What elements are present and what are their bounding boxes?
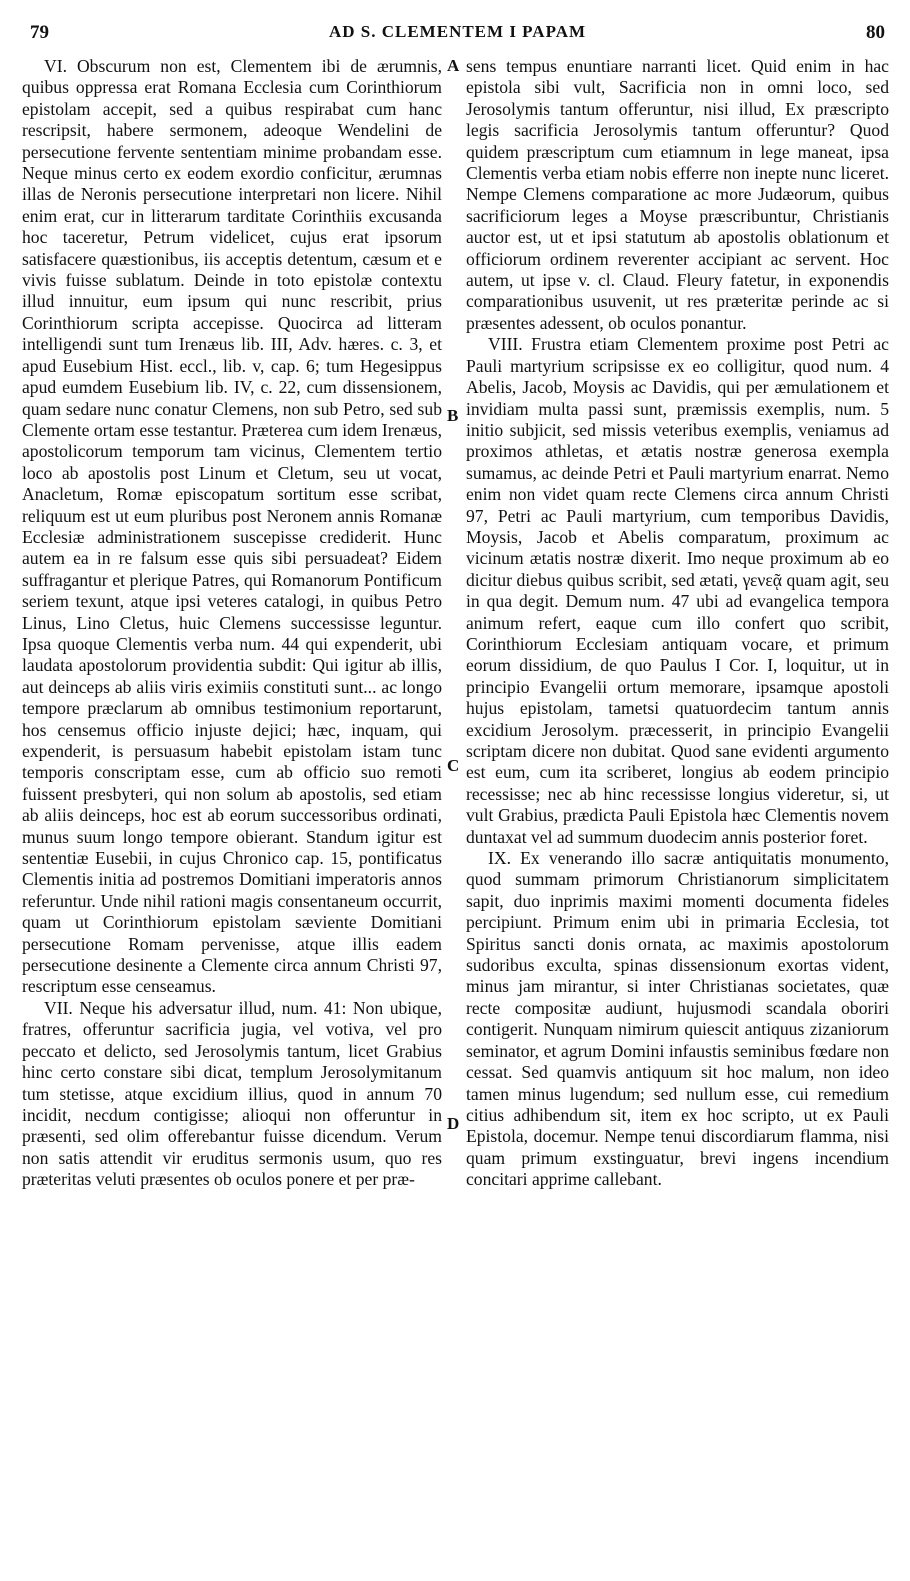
section-vi: VI. Obscurum non est, Clementem ibi de ærumnis, quibus oppressa erat Romana Ecclesia cum Corinthiorum epistolam accepit, sed a quibus respirabat cum hanc rescripsit, habere sermonem, adeoque Wendelini de persecutione fervente sententiam minime probandam esse. Neque minus certo ex eodem exordio conficitur, ærumnas illas de Neronis persecutione interpretari non licere. Nihil enim erat, cur in litterarum tarditate Corinthiis excusanda hoc taceretur, Petrum videlicet, cujus erat ipsorum satisfacere quæstionibus, iis acceptis detentum, cæsum et e vivis fuisse sublatum. Deinde in toto epistolæ contextu illud innuitur, eum ipsum qui nunc rescribit, prius Corinthiorum scripta accepisse. Quocirca ad litteram intelligendi sunt tum Irenæus lib. III, Adv. hæres. c. 3, et apud Eusebium Hist. eccl., lib. v, cap. 6; tum Hegesippus apud eumdem Eusebium lib. IV, c. 22, cum dissensionem, quam sedare nunc conatur Clemens, non sub Petro, sed sub Clemente ortam esse testantur. Præterea cum idem Irenæus, apostolicorum temporum tam vicinus, Clementem tertio loco ab apostolis post Linum et Cletum, seu ut vocat, Anacletum, Romæ episcopatum sortitum esse scribat, reliquum est ut eum pluribus post Neronem annis Romanæ Ecclesiæ administrationem suscepisse crediderit. Hunc autem ea in re falsum esse quis sibi persuadeat? Eidem suffragantur et plerique Patres, qui Romanorum Pontificum seriem texunt, atque ipsi veteres catalogi, in quibus Petro Linus, Lino Cletus, huic Clemens successisse leguntur. Ipsa quoque Clementis verba num. 44 qui expenderit, ubi laudata apostolorum providentia subdit: Qui igitur ab illis, aut deinceps ab aliis viris eximiis constituti sunt... ac longo tempore præclarum ab omnibus testimonium reportarunt, hos censemus officio injuste dejici; hæc, inquam, qui expenderit, is persuasum habebit epistolam istam tunc temporis conscriptam esse, cum ab officio suo remoti fuissent presbyteri, qui non solum ab apostolis, sed etiam ab aliis deinceps, hoc est ab eorum successoribus ordinati, munus suum longo tempore obierant. Standum igitur est sententiæ Eusebii, in cujus Chronico cap. 15, pontificatus Clementis initia ad postremos Domitiani imperatoris annos referuntur. Unde nihil rationi magis consentaneum occurrit, quam ut Corinthiorum epistolam sæviente Domitiani persecutione Romam pervenisse, atque illis eadem persecutione desinente a Clemente circa annum Christi 97, rescriptum esse censeamus. [22,56,442,997]
margin-letter-b: B [447,406,459,425]
page-header [30,22,885,46]
section-ix: IX. Ex venerando illo sacræ antiquitatis monumento, quod summam primorum Christianorum simplicitatem sapit, duo inprimis maximi momenti documenta fideles percipiunt. Primum enim ubi in primaria Ecclesia, tot Spiritus sancti donis ornata, ac maximis apostolorum sudoribus exculta, spinas dissensionum exortas vident, minus jam mirantur, si inter Christianas societates, quæ recte compositæ audiunt, hujusmodi scandala oboriri contigerit. Nunquam nimirum quiescit antiquus zizaniorum seminator, et agrum Domini infaustis seminibus fœdare non cessat. Sed quamvis antiquum sit hoc malum, non ideo tamen minus lugendum; sed nullum esse, cui remedium citius adhibendum sit, item ex hoc scripto, ut ex Pauli Epistola, docemur. Nempe tenui discordiarum flamma, nisi quam primum exstinguatur, brevi ingens incendium concitari apprime callebant. [466,848,889,1190]
page-number-left: 79 [30,22,49,43]
section-vii-continued: sens tempus enuntiare narranti licet. Quid enim in hac epistola sibi vult, Sacrificia non in omni loco, sed Jerosolymis tantum offeruntur, nisi illud, Ex præscripto legis sacrificia Jerosolymis tantum offeruntur? Quod quidem præscriptum cum etiamnum in lege maneat, ipsa Clementis verba etiam nobis efferre non inepte nunc liceret. Nempe Clemens comparatione ac more Judæorum, quibus sacrificiorum leges a Moyse præscribuntur, Christianis auctor est, ut et ipsi statutum ab apostolis oblationum et officiorum ordinem reverenter accipiant ac servent. Hoc autem, ut ipse v. cl. Claud. Fleury fatetur, in exponendis comparationibus usuvenit, ut res præteritæ perinde ac si præsentes adessent, ob oculos ponantur. [466,56,889,333]
page-number-right: 80 [866,22,885,43]
section-vii: VII. Neque his adversatur illud, num. 41: Non ubique, fratres, offeruntur sacrificia jugia, vel votiva, vel pro peccato et delicto, sed Jerosolymis tantum, licet Grabius hinc certo constare sibi dicat, templum Jerosolymitanum tum stetisse, atque excidium illius, quod in annum 70 incidit, necdum contigisse; alioqui non offeruntur in præsenti, sed olim offerebantur fuisse dicendum. Verum non satis attendit vir eruditus sermonis usum, quo res præteritas veluti præsentes ob oculos ponere et per præ- [22,997,442,1190]
right-column [466,56,889,1191]
running-title: AD S. CLEMENTEM I PAPAM [328,22,587,41]
margin-letter-c: C [447,756,460,775]
left-column [22,56,442,1191]
margin-letter-d: D [447,1114,460,1133]
margin-letter-a: A [447,56,460,75]
section-viii: VIII. Frustra etiam Clementem proxime post Petri ac Pauli martyrium scripsisse ex eo colligitur, quod num. 4 Abelis, Jacob, Moysis ac Davidis, qui per æmulationem et invidiam multa passi sunt, præmissis exemplis, num. 5 initio subjicit, sed missis veteribus exemplis, veniamus ad proximos athletas, et ætatis nostræ generosa exempla sumamus, ac deinde Petri et Pauli martyrium enarrat. Nemo enim non videt quam recte Clemens circa annum Christi 97, Petri ac Pauli martyrium, cum temporibus Davidis, Moysis, Jacob et Abelis comparatum, proximum ac vicinum ætatis nostræ dixerit. Imo neque proximum ab eo dicitur diebus quibus scribit, sed ætati, γενεᾷ quam agit, seu in qua degit. Demum num. 47 ubi ad evangelica tempora animum refert, eaque cum illo confert quo scribit, Corinthiorum Ecclesiam antiquam vocare, et primum eorum dissidium, de quo Paulus I Cor. I, loquitur, ut in principio Evangelii ortum memorare, ipsamque apostoli hujus epistolam, tametsi quatuordecim tantum annis excidium Jerosolym. præcesserit, in principio Evangelii scriptam dicere non dubitat. Quod sane evidenti argumento est eum, cum ita scriberet, longius ab eodem principio recessisse; nec ab hinc recessisse longius videretur, si, ut vult Grabius, prædicta Pauli Epistola hæc Clementis novem duntaxat vel ad summum duodecim annis posterior foret. [466,334,889,847]
